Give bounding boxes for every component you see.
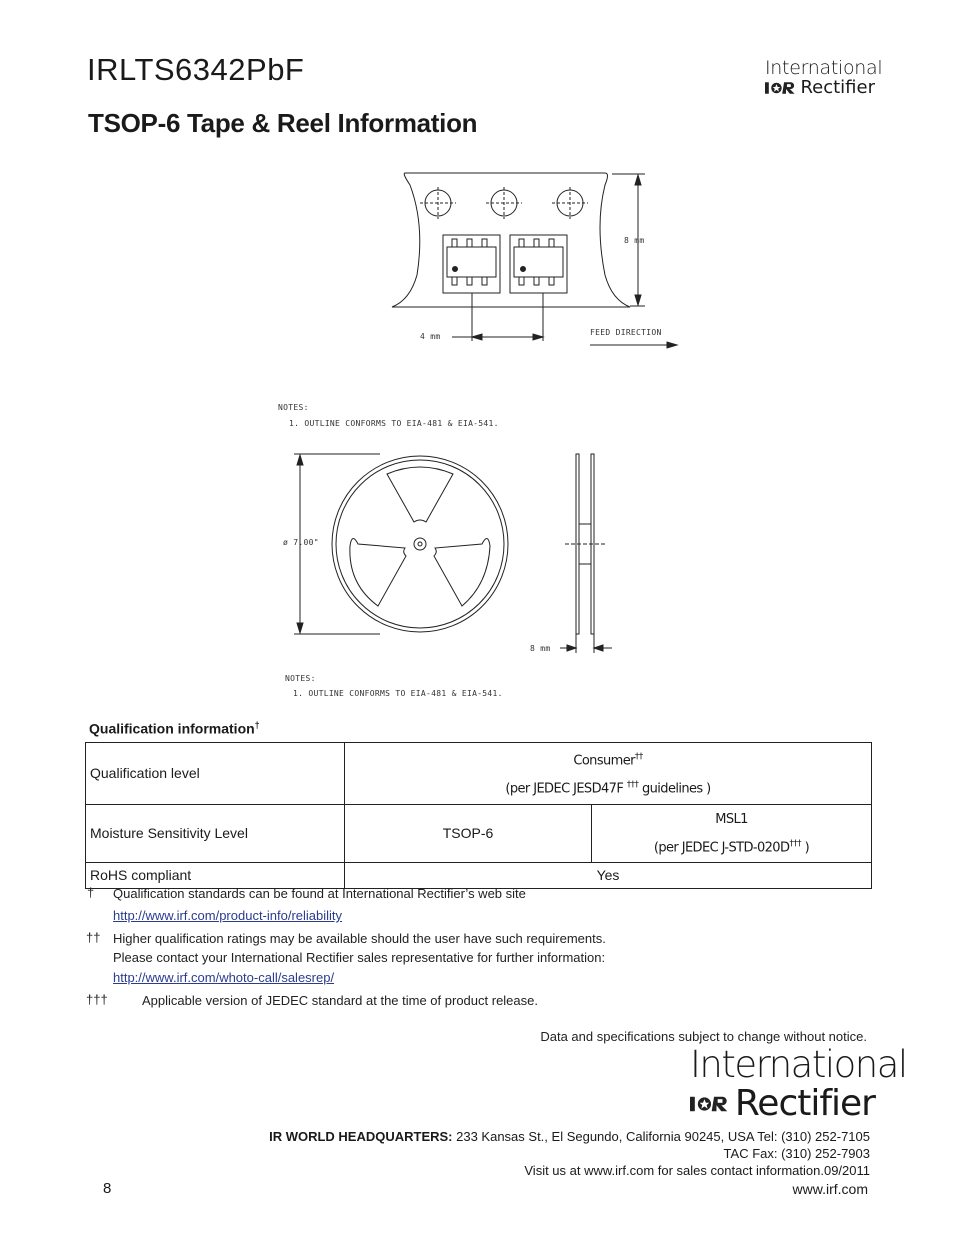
- footnote-mark: ††: [86, 930, 101, 945]
- notes-item: 1. OUTLINE CONFORMS TO EIA-481 & EIA-541.: [289, 419, 499, 428]
- part-number: IRLTS6342PbF: [87, 52, 305, 87]
- table-row: [86, 862, 872, 888]
- msl-value: MSL1 (per JEDEC J-STD-020D††† ): [592, 804, 872, 862]
- msl-package: TSOP-6: [345, 804, 592, 862]
- company-logo-large: [690, 1043, 907, 1124]
- reel-diameter-dimension: ø 7.00": [283, 538, 319, 547]
- table-row: [86, 804, 872, 862]
- revision-date: .09/2011: [820, 1163, 870, 1178]
- qualification-level-label: Qualification level: [86, 743, 345, 805]
- notes-item: 1. OUTLINE CONFORMS TO EIA-481 & EIA-541.: [293, 689, 503, 698]
- qualification-level-value: Consumer†† (per JEDEC JESD47F ††† guidelines ): [345, 743, 872, 805]
- logo-line2: Rectifier: [800, 77, 875, 98]
- footnote-text: Applicable version of JEDEC standard at the time of product release.: [142, 993, 538, 1008]
- tape-drawing: [380, 165, 690, 350]
- disclaimer: Data and specifications subject to change without notice.: [540, 1029, 867, 1044]
- notes-title: NOTES:: [278, 403, 309, 412]
- qualification-title: Qualification information†: [89, 720, 260, 737]
- footnote-text: Please contact your International Rectifier sales representative for further information:: [113, 950, 606, 965]
- ir-logo-icon: [765, 81, 797, 95]
- reliability-link[interactable]: http://www.irf.com/product-info/reliability: [113, 908, 343, 923]
- section-title: TSOP-6 Tape & Reel Information: [88, 108, 478, 138]
- reel-width-dimension: 8 mm: [530, 644, 551, 653]
- table-row: [86, 743, 872, 805]
- msl-label: Moisture Sensitivity Level: [86, 804, 345, 862]
- logo-line1: International: [765, 57, 883, 79]
- headquarters-info: [269, 1128, 870, 1179]
- footnote-mark: †: [87, 885, 95, 900]
- hq-address: 233 Kansas St., El Segundo, California 90245, USA Tel: (310) 252-7105: [452, 1129, 870, 1144]
- footnote-mark: †††: [86, 992, 108, 1007]
- hq-label: IR WORLD HEADQUARTERS:: [269, 1129, 453, 1144]
- notes-title: NOTES:: [285, 674, 316, 683]
- company-logo: [765, 57, 883, 98]
- feed-direction-label: FEED DIRECTION: [590, 328, 662, 337]
- sprocket-holes: [420, 187, 588, 219]
- ir-logo-icon: [690, 1092, 731, 1116]
- page-number: 8: [103, 1180, 112, 1197]
- logo-line2: Rectifier: [734, 1083, 875, 1124]
- footnote-text: Higher qualification ratings may be available should the user have such requirements.: [113, 931, 606, 946]
- rohs-value: Yes: [345, 862, 872, 888]
- reel-drawing: [290, 448, 620, 658]
- tac-fax: TAC Fax: (310) 252-7903: [723, 1146, 870, 1161]
- website: www.irf.com: [792, 1181, 868, 1197]
- tape-pitch-dimension: 8 mm: [624, 236, 645, 245]
- rohs-label: RoHS compliant: [86, 862, 345, 888]
- visit-text: Visit us at www.irf.com for sales contact information: [524, 1163, 821, 1178]
- footnote-text: Qualification standards can be found at International Rectifier’s web site: [113, 886, 526, 901]
- qualification-table: [85, 742, 872, 889]
- tape-width-dimension: 4 mm: [420, 332, 441, 341]
- salesrep-link[interactable]: http://www.irf.com/whoto-call/salesrep/: [113, 970, 335, 985]
- logo-line1: International: [690, 1043, 907, 1086]
